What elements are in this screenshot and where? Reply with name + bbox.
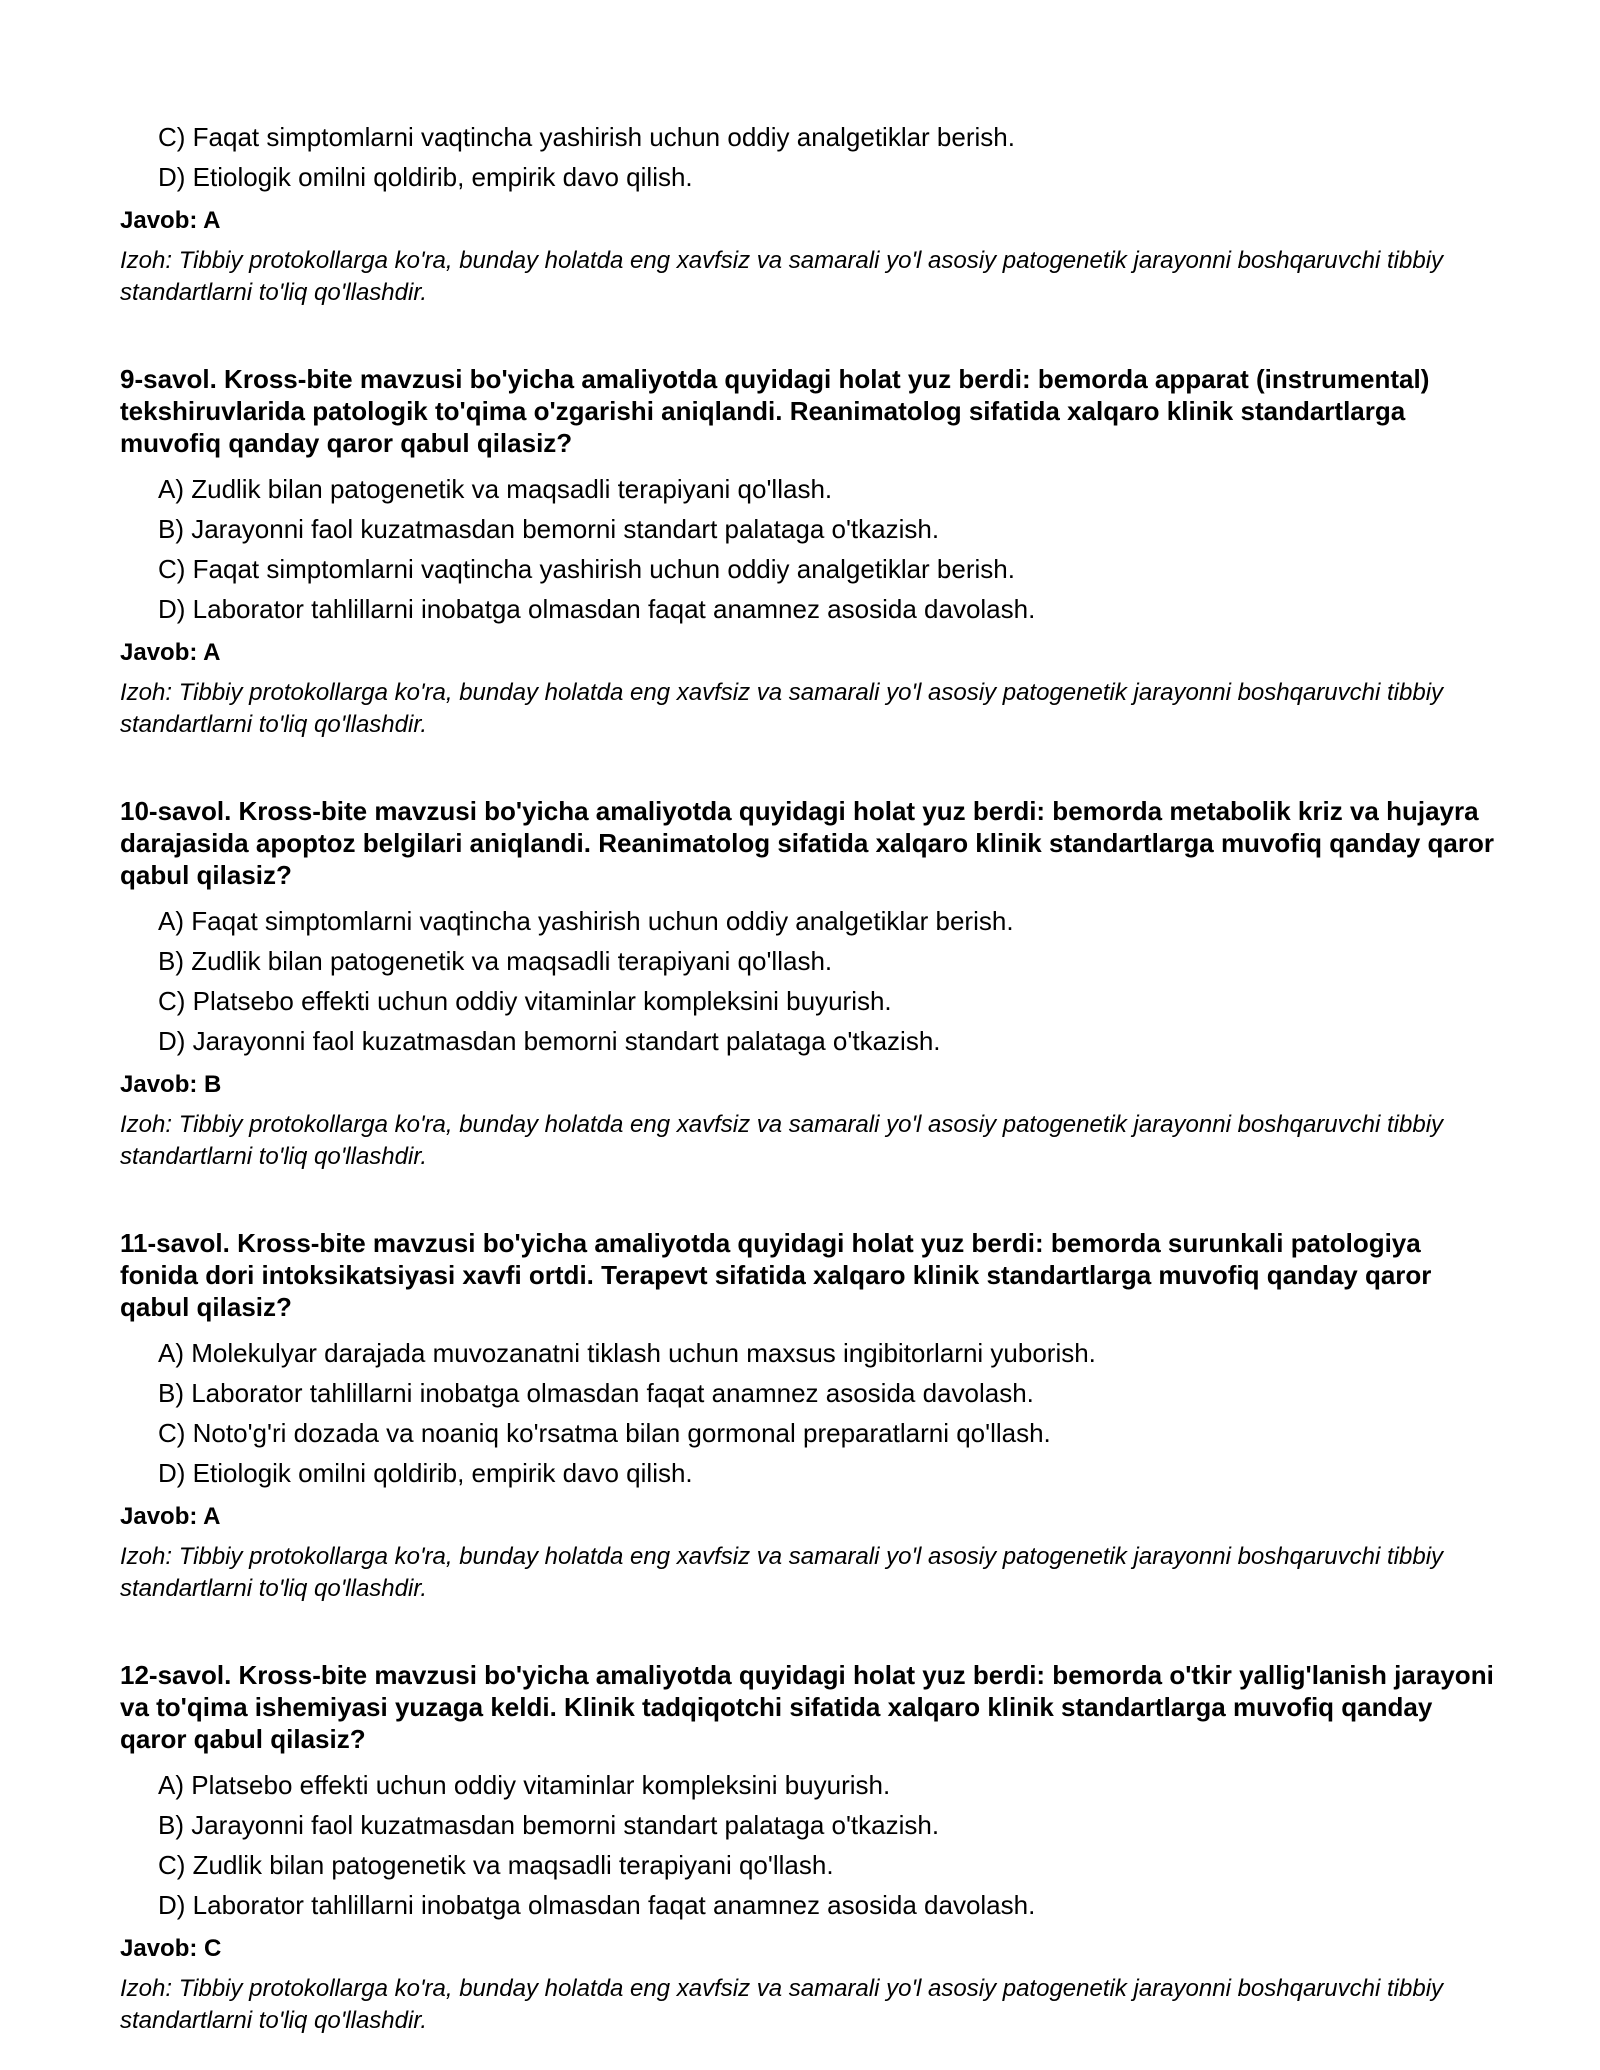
option-c: C) Faqat simptomlarni vaqtincha yashirish uchun oddiy analgetiklar berish. [158,554,1015,584]
option-a: A) Molekulyar darajada muvozanatni tiklash uchun maxsus ingibitorlarni yuborish. [158,1338,1096,1368]
option-a: A) Platsebo effekti uchun oddiy vitaminlar kompleksini buyurish. [158,1770,891,1800]
answer-line: Javob: C [120,1935,222,1962]
option-c: C) Faqat simptomlarni vaqtincha yashirish uchun oddiy analgetiklar berish. [158,122,1015,152]
option-d: D) Etiologik omilni qoldirib, empirik davo qilish. [158,162,693,192]
option-c: C) Zudlik bilan patogenetik va maqsadli terapiyani qo'llash. [158,1850,834,1880]
answer-line: Javob: A [120,1503,221,1530]
question-text: 12-savol. Kross-bite mavzusi bo'yicha amaliyotda quyidagi holat yuz berdi: bemorda o'tkir yallig'lanish jarayoni va to'qima ishemiyasi yuzaga keldi. Klinik tadqiqotchi sifatida xalqaro klinik standartlarga muvofiq qanday qaror qabul qilasiz? [120,1660,1494,1754]
option-d: D) Jarayonni faol kuzatmasdan bemorni standart palataga o'tkazish. [158,1026,941,1056]
explanation-note: Izoh: Tibbiy protokollarga ko'ra, bunday holatda eng xavfsiz va samarali yo'l asosiy patogenetik jarayonni boshqaruvchi tibbiy standartlarni to'liq qo'llashdir. [120,1975,1444,2034]
question-8-continued [120,117,1500,309]
option-a: A) Zudlik bilan patogenetik va maqsadli terapiyani qo'llash. [158,474,833,504]
explanation-note: Izoh: Tibbiy protokollarga ko'ra, bunday holatda eng xavfsiz va samarali yo'l asosiy patogenetik jarayonni boshqaruvchi tibbiy standartlarni to'liq qo'llashdir. [120,247,1444,306]
option-b: B) Laborator tahlillarni inobatga olmasdan faqat anamnez asosida davolash. [158,1378,1034,1408]
option-d: D) Laborator tahlillarni inobatga olmasdan faqat anamnez asosida davolash. [158,1890,1036,1920]
option-b: B) Jarayonni faol kuzatmasdan bemorni standart palataga o'tkazish. [158,514,940,544]
option-a: A) Faqat simptomlarni vaqtincha yashirish uchun oddiy analgetiklar berish. [158,906,1014,936]
option-b: B) Jarayonni faol kuzatmasdan bemorni standart palataga o'tkazish. [158,1810,940,1840]
option-c: C) Platsebo effekti uchun oddiy vitaminlar kompleksini buyurish. [158,986,892,1016]
question-text: 11-savol. Kross-bite mavzusi bo'yicha amaliyotda quyidagi holat yuz berdi: bemorda surunkali patologiya fonida dori intoksikatsiyasi xavfi ortdi. Terapevt sifatida xalqaro klinik standartlarga muvofiq qanday qaror qabul qilasiz? [120,1228,1432,1322]
question-9 [120,363,1500,741]
answer-line: Javob: A [120,207,221,234]
answer-line: Javob: B [120,1071,222,1098]
option-d: D) Etiologik omilni qoldirib, empirik davo qilish. [158,1458,693,1488]
answer-line: Javob: A [120,639,221,666]
document-page [120,117,1500,2037]
explanation-note: Izoh: Tibbiy protokollarga ko'ra, bunday holatda eng xavfsiz va samarali yo'l asosiy patogenetik jarayonni boshqaruvchi tibbiy standartlarni to'liq qo'llashdir. [120,679,1444,738]
question-text: 10-savol. Kross-bite mavzusi bo'yicha amaliyotda quyidagi holat yuz berdi: bemorda metabolik kriz va hujayra darajasida apoptoz belgilari aniqlandi. Reanimatolog sifatida xalqaro klinik standartlarga muvofiq qanday qaror qabul qilasiz? [120,796,1494,890]
question-12 [120,1659,1500,2037]
option-d: D) Laborator tahlillarni inobatga olmasdan faqat anamnez asosida davolash. [158,594,1036,624]
explanation-note: Izoh: Tibbiy protokollarga ko'ra, bunday holatda eng xavfsiz va samarali yo'l asosiy patogenetik jarayonni boshqaruvchi tibbiy standartlarni to'liq qo'llashdir. [120,1111,1444,1170]
option-c: C) Noto'g'ri dozada va noaniq ko'rsatma bilan gormonal preparatlarni qo'llash. [158,1418,1051,1448]
question-text: 9-savol. Kross-bite mavzusi bo'yicha amaliyotda quyidagi holat yuz berdi: bemorda apparat (instrumental) tekshiruvlarida patologik to'qima o'zgarishi aniqlandi. Reanimatolog sifatida xalqaro klinik standartlarga muvofiq qanday qaror qabul qilasiz? [120,364,1430,458]
explanation-note: Izoh: Tibbiy protokollarga ko'ra, bunday holatda eng xavfsiz va samarali yo'l asosiy patogenetik jarayonni boshqaruvchi tibbiy standartlarni to'liq qo'llashdir. [120,1543,1444,1602]
question-11 [120,1227,1500,1605]
question-10 [120,795,1500,1173]
option-b: B) Zudlik bilan patogenetik va maqsadli terapiyani qo'llash. [158,946,833,976]
